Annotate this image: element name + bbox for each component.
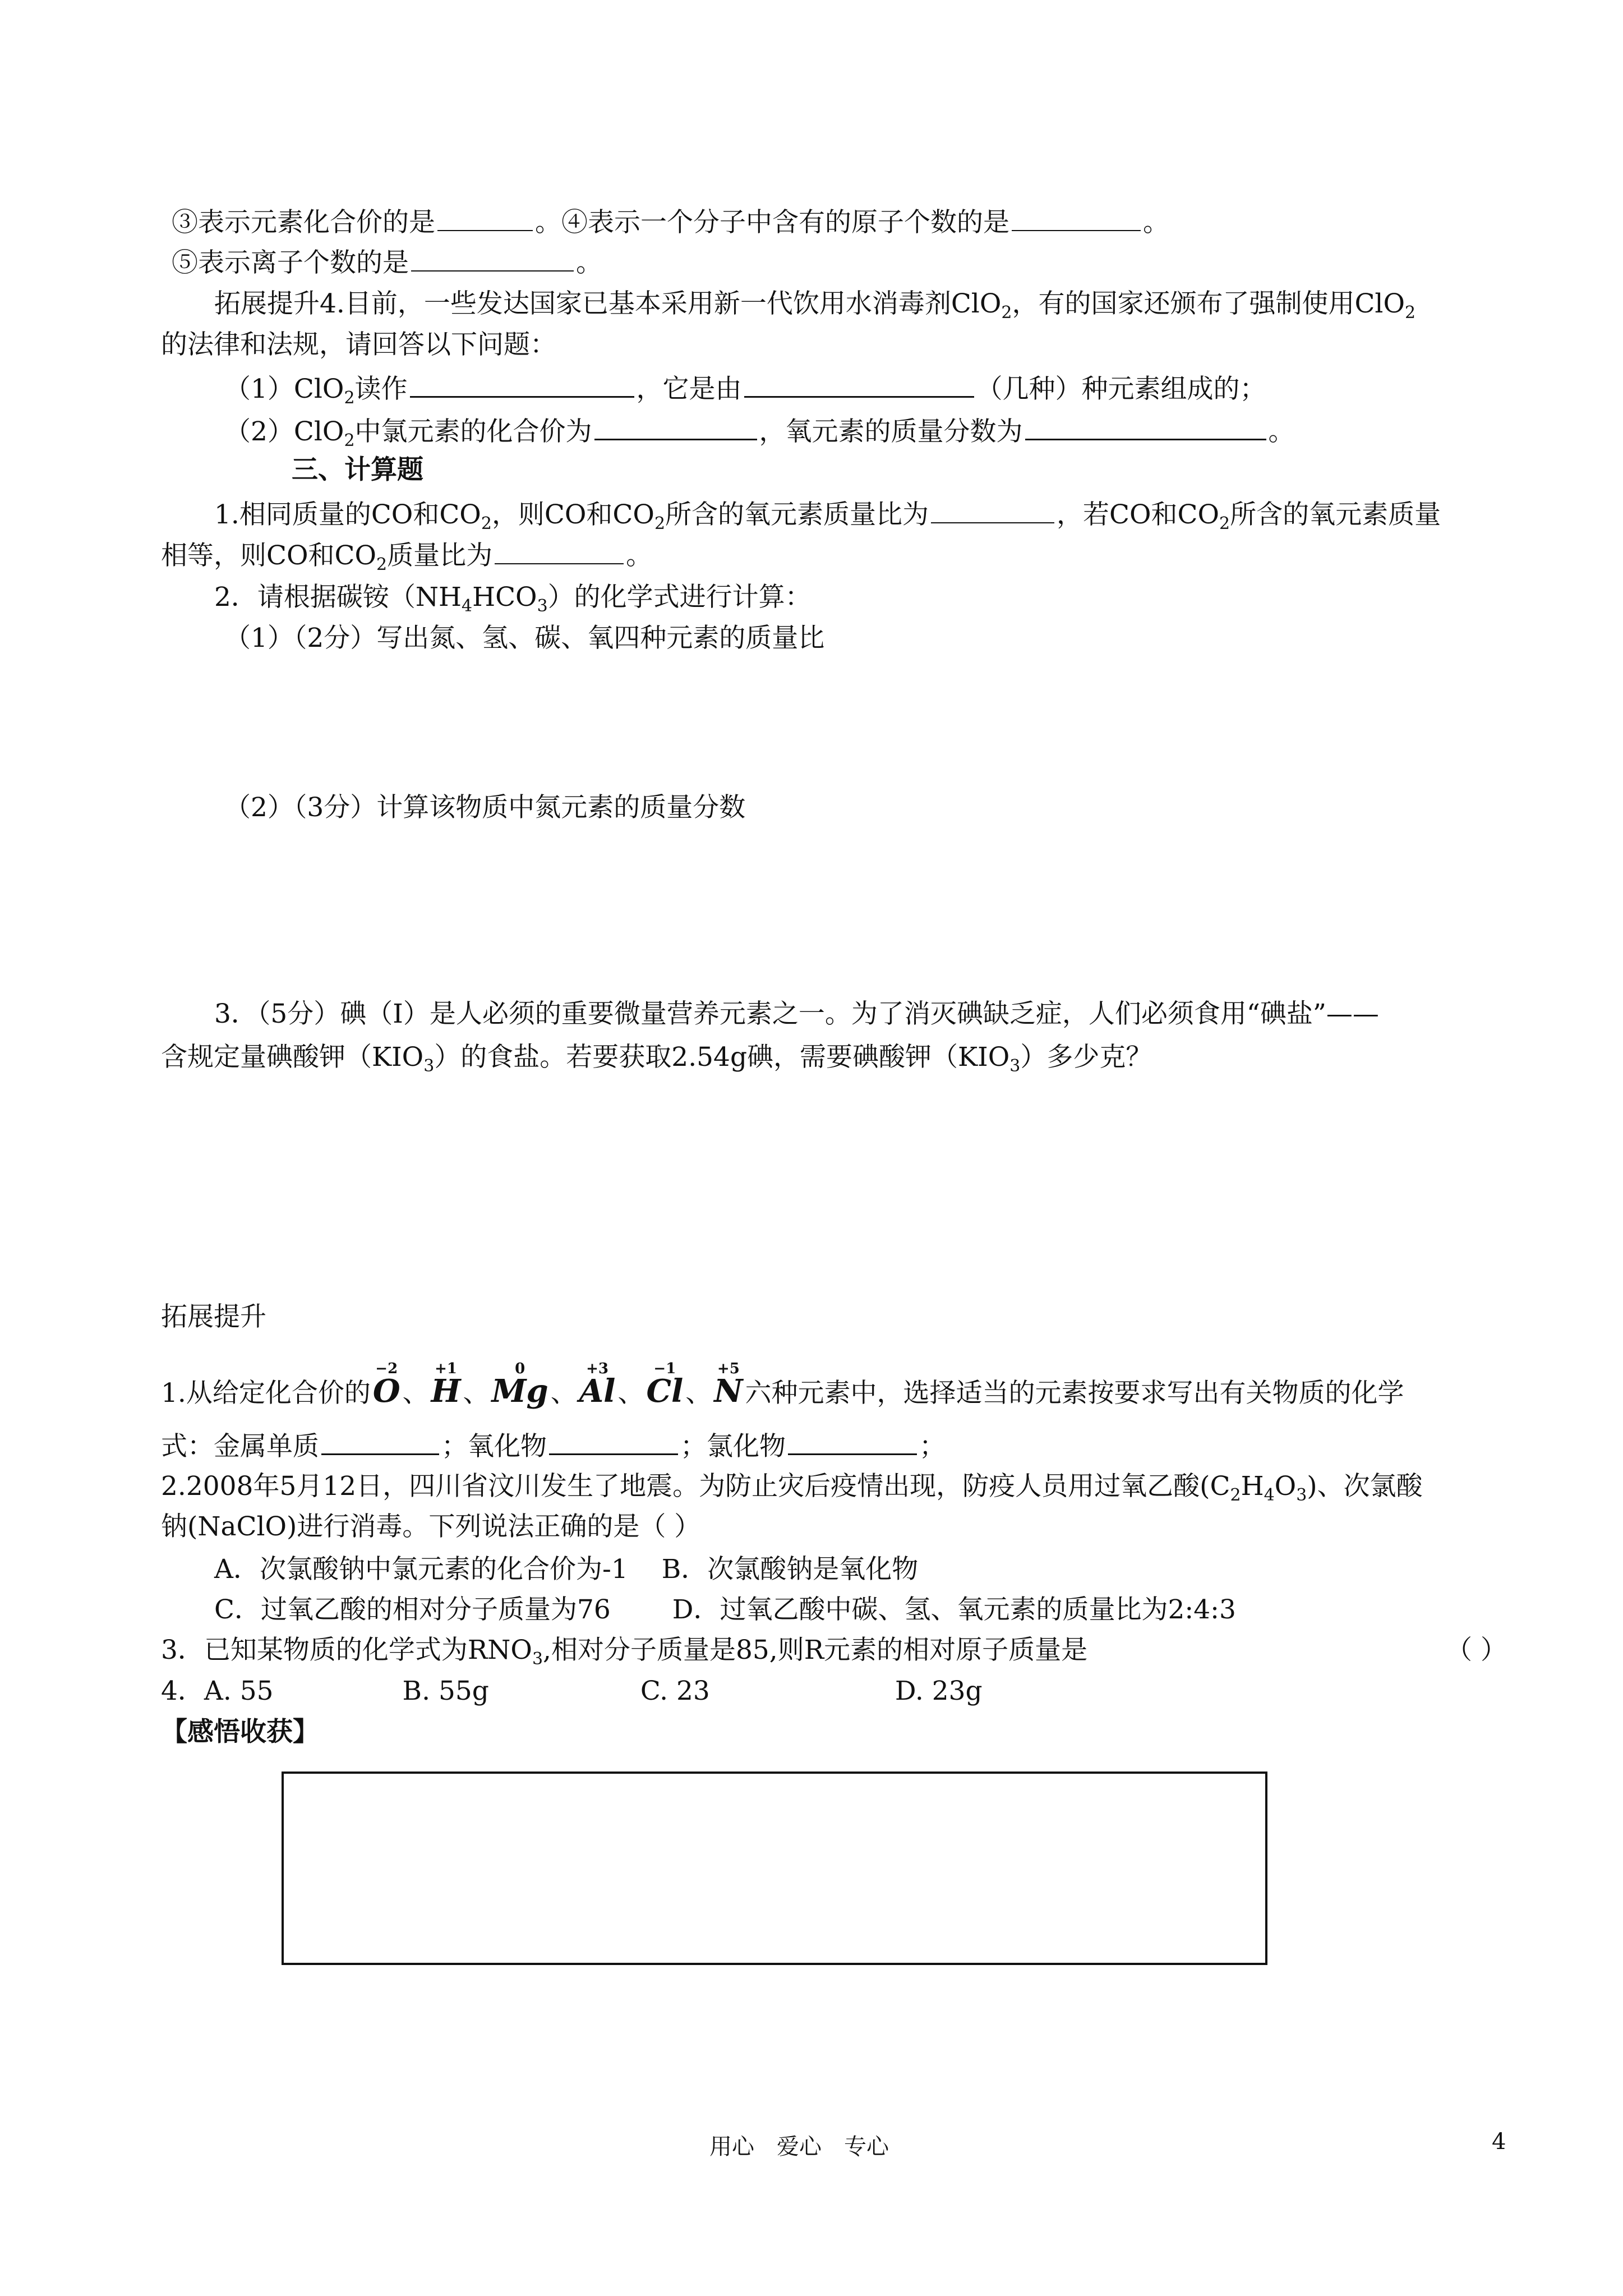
answer-blank[interactable] [1025,413,1266,440]
option-d[interactable]: D. 23g [895,1676,983,1706]
reflection-box[interactable] [282,1772,1267,1965]
option-c[interactable]: C. 23 [640,1676,710,1706]
answer-blank[interactable] [1012,204,1141,231]
extension-title: 拓展提升 [161,1301,266,1332]
q-line-2: ⑤表示离子个数的是 。 [172,245,602,280]
valence-al: +3 Al [579,1360,616,1410]
footer-center: 用心 爱心 专心 [709,2134,889,2160]
ext-line-2: 式：金属单质 ；氧化物 ；氯化物 ； [161,1428,946,1464]
harvest-heading: 【感悟收获】 [161,1717,319,1747]
q-line-3: 拓展提升4.目前，一些发达国家已基本采用新一代饮用水消毒剂ClO$_2$，有的国家还颁布了强制使用ClO$_2$ [214,288,1416,323]
answer-blank[interactable] [594,413,757,440]
calc-line-2: 相等，则CO和$CO_2$质量比为 。 [161,537,652,573]
option-a[interactable]: A．次氯酸钠中氯元素的化合价为-1 [214,1554,628,1585]
page-number: 4 [1492,2129,1506,2155]
valence-mg: 0 Mg [491,1360,548,1410]
option-a[interactable]: 4．A. 55 [161,1676,274,1706]
option-c[interactable]: C．过氧乙酸的相对分子质量为76 [214,1594,611,1625]
ext-line-7: 3．已知某物质的化学式为$RNO_3$,相对分子质量是85,则R元素的相对原子质量是 （ ） [161,1635,1507,1669]
q-line-5: （1）ClO$_2$读作 ，它是由 （几种）种元素组成的； [224,370,1266,406]
answer-blank[interactable] [788,1428,917,1455]
valence-n: +5 N [714,1360,743,1410]
answer-blank[interactable] [411,245,574,272]
calc-line-1: 1.相同质量的CO和$CO_2$，则CO和$CO_2$所含的氧元素质量比为 ，若CO和$CO_2$所含的氧元素质量 [214,496,1441,532]
ext-line-3: 2.2008年5月12日，四川省汶川发生了地震。为防止灾后疫情出现，防疫人员用过氧乙酸$(C_2H_4O_3)$、次氯酸 [161,1471,1423,1505]
answer-blank[interactable] [931,496,1054,523]
answer-blank[interactable] [549,1428,678,1455]
valence-cl: −1 Cl [646,1360,684,1410]
q-line-1: ③表示元素化合价的是 。④表示一个分子中含有的原子个数的是 。 [172,204,1169,240]
answer-blank[interactable] [321,1428,439,1455]
option-d[interactable]: D．过氧乙酸中碳、氢、氧元素的质量比为2:4:3 [672,1594,1236,1625]
ext-line-1: 1.从给定化合价的 −2 O、 +1 H、 0 Mg、 +3 Al、 −1 Cl、 +5 N六种元素中，选择适当的元素按要求写出有关物质的化学 [161,1369,1404,1416]
ext-line-4: 钠(NaClO)进行消毒。下列说法正确的是（ ） [161,1511,701,1542]
answer-blank[interactable] [744,370,974,398]
option-row-cd [214,1593,1236,1627]
answer-blank[interactable] [410,370,634,398]
calc-line-6: 3．（5分）碘（I）是人必须的重要微量营养元素之一。为了消灭碘缺乏症，人们必须食用“碘盐”—— [214,999,1379,1029]
option-row-ab [214,1553,918,1586]
q-line-4: 的法律和法规，请回答以下问题： [161,329,556,360]
option-b[interactable]: B．次氯酸钠是氧化物 [661,1554,919,1585]
calc-line-4: （1）（2分）写出氮、氢、碳、氧四种元素的质量比 [224,623,825,654]
answer-blank[interactable] [495,537,624,564]
option-b[interactable]: B. 55g [402,1676,489,1706]
calc-line-5: （2）（3分）计算该物质中氮元素的质量分数 [224,792,746,823]
valence-o: −2 O [372,1360,400,1410]
valence-h: +1 H [431,1360,461,1410]
answer-blank[interactable] [437,204,533,231]
ext-line-8 [161,1674,983,1708]
q-line-6: （2）ClO$_2$中氯元素的化合价为 ，氧元素的质量分数为 。 [224,413,1295,449]
section-title: 三、计算题 [292,454,423,485]
calc-line-7: 含规定量碘酸钾$(KIO_3)$的食盐。若要获取2.54g碘，需要碘酸钾$(KIO_3)$多少克？ [161,1042,1152,1076]
calc-line-3: 2．请根据碳铵$(NH_4HCO_3)$的化学式进行计算： [214,582,811,616]
answer-bracket: （ ） [1446,1635,1507,1665]
